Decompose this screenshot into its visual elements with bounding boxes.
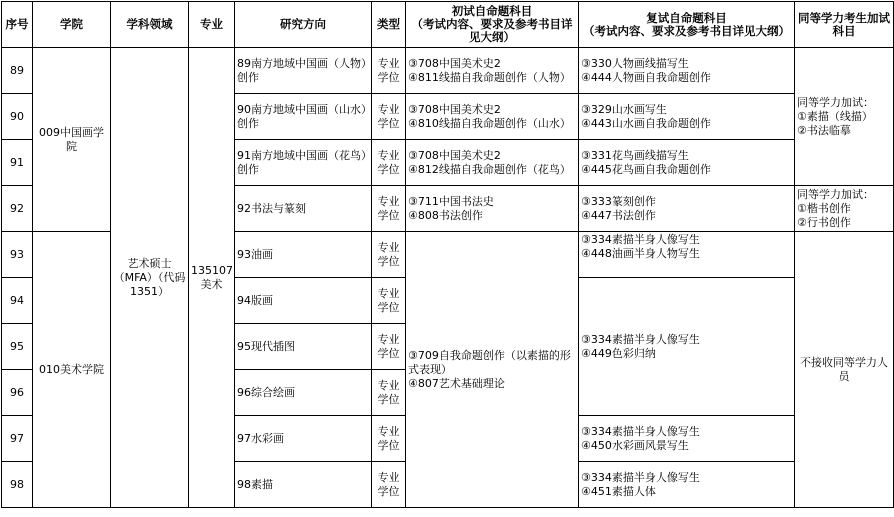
seq-cell: 97: [2, 416, 33, 462]
seq-cell: 98: [2, 462, 33, 508]
equal-cell: 不接收同等学力人员: [795, 232, 894, 508]
header-major: 专业: [189, 2, 235, 48]
direction-cell: 90南方地域中国画（山水）创作: [235, 94, 372, 140]
seq-cell: 93: [2, 232, 33, 278]
retest-cell: ③334素描半身人像写生 ④450水彩画风景写生: [579, 416, 795, 462]
equal-cell: 同等学力加试： ①素描（线描） ②书法临摹: [795, 48, 894, 186]
header-retest: 复试自命题科目 （考试内容、要求及参考书目详见大纲）: [579, 2, 795, 48]
type-cell: 专业学位: [372, 416, 406, 462]
header-row: [2, 2, 894, 48]
field-cell: 艺术硕士（MFA）（代码1351）: [111, 48, 189, 508]
seq-cell: 95: [2, 324, 33, 370]
header-college: 学院: [33, 2, 111, 48]
initial-cell: ③709自我命题创作（以素描的形式表现） ④807艺术基础理论: [406, 232, 579, 508]
retest-cell: ③331花鸟画线描写生 ④445花鸟画自我命题创作: [579, 140, 795, 186]
seq-cell: 96: [2, 370, 33, 416]
college-cell: 010美术学院: [33, 232, 111, 508]
initial-cell: ③708中国美术史2 ④812线描自我命题创作（花鸟）: [406, 140, 579, 186]
type-cell: 专业学位: [372, 278, 406, 324]
direction-cell: 96综合绘画: [235, 370, 372, 416]
retest-cell: ③334素描半身人像写生 ④449色彩归纳: [579, 278, 795, 416]
initial-cell: ③711中国书法史 ④808书法创作: [406, 186, 579, 232]
direction-cell: 95现代插图: [235, 324, 372, 370]
direction-cell: 93油画: [235, 232, 372, 278]
type-cell: 专业学位: [372, 140, 406, 186]
retest-cell: ③329山水画写生 ④443山水画自我命题创作: [579, 94, 795, 140]
type-cell: 专业学位: [372, 462, 406, 508]
direction-cell: 94版画: [235, 278, 372, 324]
equal-cell: 同等学力加试： ①楷书创作 ②行书创作: [795, 186, 894, 232]
college-cell: 009中国画学院: [33, 48, 111, 232]
type-cell: 专业学位: [372, 48, 406, 94]
type-cell: 专业学位: [372, 232, 406, 278]
type-cell: 专业学位: [372, 94, 406, 140]
header-initial: 初试自命题科目 （考试内容、要求及参考书目详见大纲）: [406, 2, 579, 48]
direction-cell: 92书法与篆刻: [235, 186, 372, 232]
seq-cell: 91: [2, 140, 33, 186]
direction-cell: 97水彩画: [235, 416, 372, 462]
header-field: 学科领域: [111, 2, 189, 48]
retest-cell: ③334素描半身人像写生 ④448油画半身人物写生: [579, 232, 795, 278]
retest-cell: ③333篆刻创作 ④447书法创作: [579, 186, 795, 232]
type-cell: 专业学位: [372, 370, 406, 416]
seq-cell: 94: [2, 278, 33, 324]
type-cell: 专业学位: [372, 324, 406, 370]
initial-cell: ③708中国美术史2 ④811线描自我命题创作（人物）: [406, 48, 579, 94]
type-cell: 专业学位: [372, 186, 406, 232]
seq-cell: 90: [2, 94, 33, 140]
direction-cell: 98素描: [235, 462, 372, 508]
major-cell: 135107美术: [189, 48, 235, 508]
seq-cell: 89: [2, 48, 33, 94]
header-direction: 研究方向: [235, 2, 372, 48]
header-type: 类型: [372, 2, 406, 48]
table-row: [2, 48, 894, 94]
seq-cell: 92: [2, 186, 33, 232]
retest-cell: ③330人物画线描写生 ④444人物画自我命题创作: [579, 48, 795, 94]
retest-cell: ③334素描半身人像写生 ④451素描人体: [579, 462, 795, 508]
direction-cell: 91南方地域中国画（花鸟）创作: [235, 140, 372, 186]
admissions-table: [1, 1, 894, 508]
header-equal: 同等学力考生加试科目: [795, 2, 894, 48]
initial-cell: ③708中国美术史2 ④810线描自我命题创作（山水）: [406, 94, 579, 140]
header-seq: 序号: [2, 2, 33, 48]
direction-cell: 89南方地域中国画（人物）创作: [235, 48, 372, 94]
